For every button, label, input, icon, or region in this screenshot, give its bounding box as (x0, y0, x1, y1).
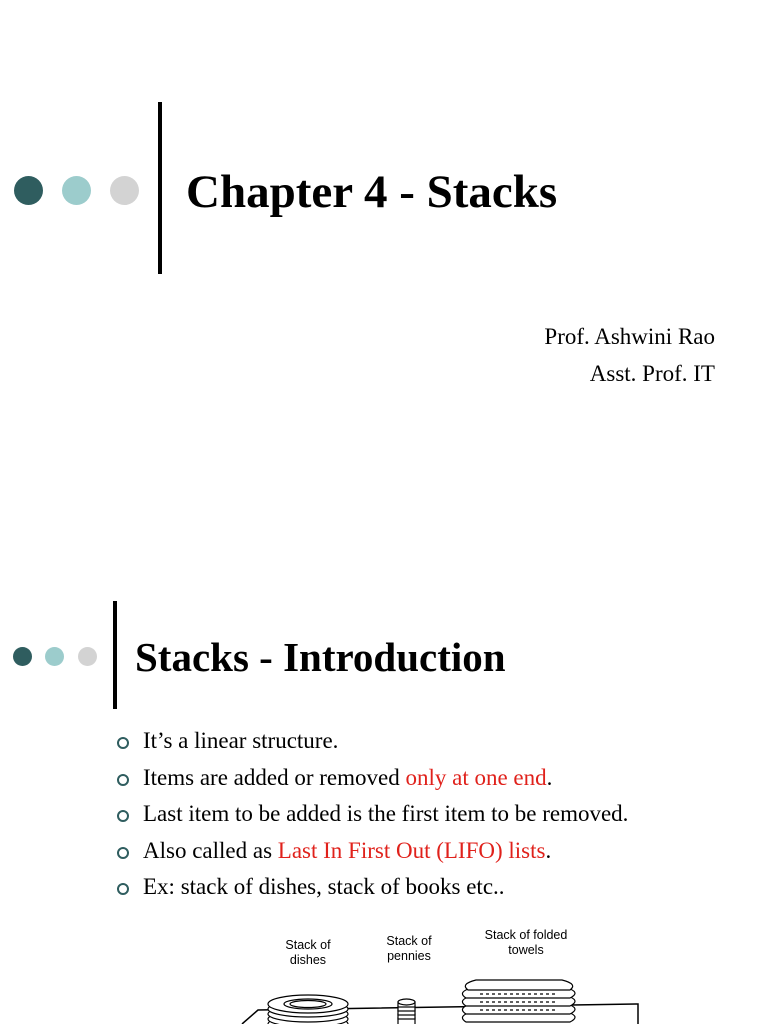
list-item (117, 871, 628, 908)
bullet-ring-icon (117, 883, 129, 895)
bullet-suffix: . (546, 764, 553, 790)
list-item (117, 762, 628, 799)
bullet-list (117, 725, 628, 908)
bullet-text: Also called as (143, 837, 278, 863)
dot-gray-icon (78, 647, 97, 666)
list-item (117, 835, 628, 872)
bullet-text: Items are added or removed (143, 764, 406, 790)
bullet-ring-icon (117, 847, 129, 859)
bullet-text: It’s a linear structure. (143, 728, 339, 753)
caption-towels: Stack of folded towels (484, 928, 568, 957)
caption-dishes: Stack of dishes (285, 938, 331, 967)
dot-gray-icon (110, 176, 139, 205)
dishes-stack-icon (268, 995, 348, 1024)
bullet-text: Last item to be added is the first item to be removed. (143, 801, 629, 826)
dot-dark-icon (14, 176, 43, 205)
dot-teal-icon (62, 176, 91, 205)
title-divider (113, 601, 117, 709)
caption-pennies: Stack of pennies (386, 934, 432, 963)
bullet-ring-icon (117, 810, 129, 822)
stacks-illustration (230, 924, 650, 1024)
bullet-ring-icon (117, 737, 129, 749)
list-item (117, 798, 628, 835)
slide-title: Stacks - Introduction (135, 634, 506, 680)
stacks-drawing (230, 924, 650, 1024)
author-block (544, 318, 715, 392)
dot-teal-icon (45, 647, 64, 666)
pennies-stack-icon (398, 999, 415, 1024)
slide-title: Chapter 4 - Stacks (186, 166, 558, 218)
bullet-suffix: . (545, 837, 552, 863)
intro-slide (0, 512, 768, 1024)
bullet-highlight: Last In First Out (LIFO) lists (277, 837, 546, 863)
title-divider (158, 102, 162, 274)
author-name: Prof. Ashwini Rao (544, 324, 715, 349)
list-item (117, 725, 628, 762)
dot-dark-icon (13, 647, 32, 666)
bullet-text: Ex: stack of dishes, stack of books etc.. (143, 874, 505, 899)
author-role: Asst. Prof. IT (589, 361, 715, 386)
bullet-highlight: only at one end (405, 764, 547, 790)
towels-stack-icon (462, 980, 575, 1022)
bullet-ring-icon (117, 774, 129, 786)
